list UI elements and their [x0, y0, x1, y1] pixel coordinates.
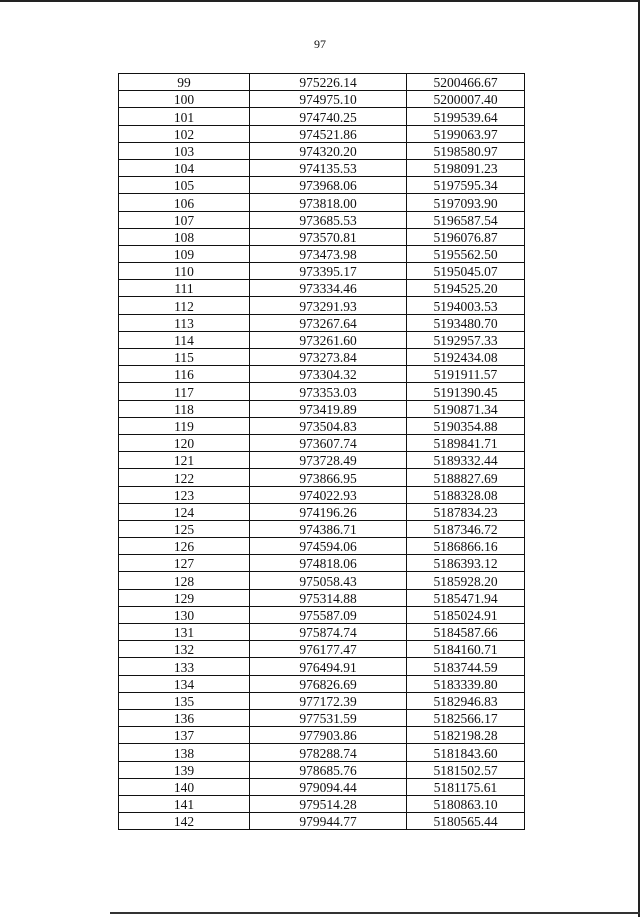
table-row [119, 452, 525, 469]
y-coordinate-cell: 5182566.17 [407, 709, 525, 726]
table-row [119, 74, 525, 91]
x-coordinate-cell: 973267.64 [250, 314, 407, 331]
x-coordinate-cell: 973273.84 [250, 349, 407, 366]
table-row [119, 572, 525, 589]
table-row [119, 538, 525, 555]
point-number-cell: 112 [119, 297, 250, 314]
y-coordinate-cell: 5186866.16 [407, 538, 525, 555]
table-row [119, 434, 525, 451]
table-row [119, 606, 525, 623]
x-coordinate-cell: 975314.88 [250, 589, 407, 606]
y-coordinate-cell: 5198091.23 [407, 159, 525, 176]
y-coordinate-cell: 5183744.59 [407, 658, 525, 675]
y-coordinate-cell: 5187834.23 [407, 503, 525, 520]
table-row [119, 228, 525, 245]
table-row [119, 366, 525, 383]
table-row [119, 211, 525, 228]
coordinates-table [118, 73, 525, 830]
y-coordinate-cell: 5180863.10 [407, 795, 525, 812]
coordinates-table-body [119, 74, 525, 830]
x-coordinate-cell: 979514.28 [250, 795, 407, 812]
y-coordinate-cell: 5198580.97 [407, 142, 525, 159]
table-row [119, 159, 525, 176]
y-coordinate-cell: 5194525.20 [407, 280, 525, 297]
y-coordinate-cell: 5187346.72 [407, 520, 525, 537]
y-coordinate-cell: 5191911.57 [407, 366, 525, 383]
y-coordinate-cell: 5199539.64 [407, 108, 525, 125]
table-row [119, 383, 525, 400]
x-coordinate-cell: 973728.49 [250, 452, 407, 469]
table-row [119, 297, 525, 314]
point-number-cell: 124 [119, 503, 250, 520]
point-number-cell: 119 [119, 417, 250, 434]
table-row [119, 400, 525, 417]
y-coordinate-cell: 5186393.12 [407, 555, 525, 572]
page-number: 97 [314, 37, 326, 51]
y-coordinate-cell: 5185024.91 [407, 606, 525, 623]
x-coordinate-cell: 974521.86 [250, 125, 407, 142]
y-coordinate-cell: 5193480.70 [407, 314, 525, 331]
table-row [119, 142, 525, 159]
x-coordinate-cell: 976826.69 [250, 675, 407, 692]
x-coordinate-cell: 979094.44 [250, 778, 407, 795]
table-row [119, 469, 525, 486]
x-coordinate-cell: 973419.89 [250, 400, 407, 417]
table-row [119, 503, 525, 520]
x-coordinate-cell: 973866.95 [250, 469, 407, 486]
x-coordinate-cell: 973968.06 [250, 177, 407, 194]
y-coordinate-cell: 5189841.71 [407, 434, 525, 451]
point-number-cell: 102 [119, 125, 250, 142]
x-coordinate-cell: 973395.17 [250, 263, 407, 280]
point-number-cell: 114 [119, 331, 250, 348]
table-row [119, 778, 525, 795]
table-row [119, 692, 525, 709]
x-coordinate-cell: 975587.09 [250, 606, 407, 623]
table-row [119, 761, 525, 778]
point-number-cell: 121 [119, 452, 250, 469]
y-coordinate-cell: 5188827.69 [407, 469, 525, 486]
x-coordinate-cell: 974022.93 [250, 486, 407, 503]
y-coordinate-cell: 5197595.34 [407, 177, 525, 194]
x-coordinate-cell: 974818.06 [250, 555, 407, 572]
point-number-cell: 101 [119, 108, 250, 125]
x-coordinate-cell: 975226.14 [250, 74, 407, 91]
x-coordinate-cell: 974320.20 [250, 142, 407, 159]
table-row [119, 709, 525, 726]
point-number-cell: 117 [119, 383, 250, 400]
y-coordinate-cell: 5182198.28 [407, 727, 525, 744]
table-row [119, 624, 525, 641]
point-number-cell: 106 [119, 194, 250, 211]
x-coordinate-cell: 978288.74 [250, 744, 407, 761]
table-row [119, 125, 525, 142]
point-number-cell: 130 [119, 606, 250, 623]
scan-edge-bottom [110, 912, 640, 914]
point-number-cell: 120 [119, 434, 250, 451]
y-coordinate-cell: 5197093.90 [407, 194, 525, 211]
point-number-cell: 123 [119, 486, 250, 503]
x-coordinate-cell: 973353.03 [250, 383, 407, 400]
table-row [119, 177, 525, 194]
y-coordinate-cell: 5190871.34 [407, 400, 525, 417]
point-number-cell: 137 [119, 727, 250, 744]
x-coordinate-cell: 973607.74 [250, 434, 407, 451]
y-coordinate-cell: 5196076.87 [407, 228, 525, 245]
x-coordinate-cell: 979944.77 [250, 813, 407, 830]
x-coordinate-cell: 976494.91 [250, 658, 407, 675]
point-number-cell: 139 [119, 761, 250, 778]
table-row [119, 813, 525, 830]
table-row [119, 486, 525, 503]
x-coordinate-cell: 973818.00 [250, 194, 407, 211]
x-coordinate-cell: 973261.60 [250, 331, 407, 348]
point-number-cell: 136 [119, 709, 250, 726]
y-coordinate-cell: 5183339.80 [407, 675, 525, 692]
x-coordinate-cell: 977531.59 [250, 709, 407, 726]
table-row [119, 280, 525, 297]
point-number-cell: 129 [119, 589, 250, 606]
table-row [119, 641, 525, 658]
point-number-cell: 111 [119, 280, 250, 297]
table-row [119, 727, 525, 744]
point-number-cell: 110 [119, 263, 250, 280]
table-row [119, 194, 525, 211]
point-number-cell: 141 [119, 795, 250, 812]
y-coordinate-cell: 5184587.66 [407, 624, 525, 641]
x-coordinate-cell: 975874.74 [250, 624, 407, 641]
x-coordinate-cell: 973473.98 [250, 245, 407, 262]
y-coordinate-cell: 5185928.20 [407, 572, 525, 589]
x-coordinate-cell: 975058.43 [250, 572, 407, 589]
table-row [119, 658, 525, 675]
y-coordinate-cell: 5194003.53 [407, 297, 525, 314]
x-coordinate-cell: 974135.53 [250, 159, 407, 176]
x-coordinate-cell: 974740.25 [250, 108, 407, 125]
point-number-cell: 126 [119, 538, 250, 555]
x-coordinate-cell: 974196.26 [250, 503, 407, 520]
y-coordinate-cell: 5191390.45 [407, 383, 525, 400]
table-row [119, 675, 525, 692]
x-coordinate-cell: 973291.93 [250, 297, 407, 314]
table-row [119, 245, 525, 262]
point-number-cell: 128 [119, 572, 250, 589]
y-coordinate-cell: 5188328.08 [407, 486, 525, 503]
x-coordinate-cell: 974594.06 [250, 538, 407, 555]
point-number-cell: 134 [119, 675, 250, 692]
point-number-cell: 103 [119, 142, 250, 159]
table-row [119, 589, 525, 606]
y-coordinate-cell: 5182946.83 [407, 692, 525, 709]
y-coordinate-cell: 5200466.67 [407, 74, 525, 91]
x-coordinate-cell: 976177.47 [250, 641, 407, 658]
y-coordinate-cell: 5185471.94 [407, 589, 525, 606]
scan-edge-top [0, 0, 640, 2]
x-coordinate-cell: 974975.10 [250, 91, 407, 108]
x-coordinate-cell: 974386.71 [250, 520, 407, 537]
table-row [119, 349, 525, 366]
y-coordinate-cell: 5192434.08 [407, 349, 525, 366]
x-coordinate-cell: 977172.39 [250, 692, 407, 709]
point-number-cell: 127 [119, 555, 250, 572]
table-row [119, 520, 525, 537]
x-coordinate-cell: 977903.86 [250, 727, 407, 744]
y-coordinate-cell: 5181502.57 [407, 761, 525, 778]
x-coordinate-cell: 973504.83 [250, 417, 407, 434]
point-number-cell: 107 [119, 211, 250, 228]
point-number-cell: 132 [119, 641, 250, 658]
point-number-cell: 100 [119, 91, 250, 108]
point-number-cell: 116 [119, 366, 250, 383]
point-number-cell: 113 [119, 314, 250, 331]
point-number-cell: 142 [119, 813, 250, 830]
point-number-cell: 133 [119, 658, 250, 675]
point-number-cell: 122 [119, 469, 250, 486]
point-number-cell: 115 [119, 349, 250, 366]
table-row [119, 91, 525, 108]
table-row [119, 795, 525, 812]
y-coordinate-cell: 5181843.60 [407, 744, 525, 761]
y-coordinate-cell: 5196587.54 [407, 211, 525, 228]
point-number-cell: 99 [119, 74, 250, 91]
table-row [119, 108, 525, 125]
x-coordinate-cell: 973685.53 [250, 211, 407, 228]
point-number-cell: 140 [119, 778, 250, 795]
table-row [119, 263, 525, 280]
y-coordinate-cell: 5192957.33 [407, 331, 525, 348]
y-coordinate-cell: 5180565.44 [407, 813, 525, 830]
y-coordinate-cell: 5181175.61 [407, 778, 525, 795]
x-coordinate-cell: 978685.76 [250, 761, 407, 778]
y-coordinate-cell: 5195562.50 [407, 245, 525, 262]
x-coordinate-cell: 973304.32 [250, 366, 407, 383]
y-coordinate-cell: 5200007.40 [407, 91, 525, 108]
x-coordinate-cell: 973570.81 [250, 228, 407, 245]
table-row [119, 744, 525, 761]
y-coordinate-cell: 5195045.07 [407, 263, 525, 280]
table-row [119, 417, 525, 434]
point-number-cell: 138 [119, 744, 250, 761]
y-coordinate-cell: 5199063.97 [407, 125, 525, 142]
point-number-cell: 118 [119, 400, 250, 417]
y-coordinate-cell: 5184160.71 [407, 641, 525, 658]
y-coordinate-cell: 5189332.44 [407, 452, 525, 469]
table-row [119, 331, 525, 348]
point-number-cell: 109 [119, 245, 250, 262]
x-coordinate-cell: 973334.46 [250, 280, 407, 297]
y-coordinate-cell: 5190354.88 [407, 417, 525, 434]
point-number-cell: 131 [119, 624, 250, 641]
point-number-cell: 135 [119, 692, 250, 709]
point-number-cell: 108 [119, 228, 250, 245]
point-number-cell: 125 [119, 520, 250, 537]
point-number-cell: 105 [119, 177, 250, 194]
table-row [119, 314, 525, 331]
point-number-cell: 104 [119, 159, 250, 176]
table-row [119, 555, 525, 572]
